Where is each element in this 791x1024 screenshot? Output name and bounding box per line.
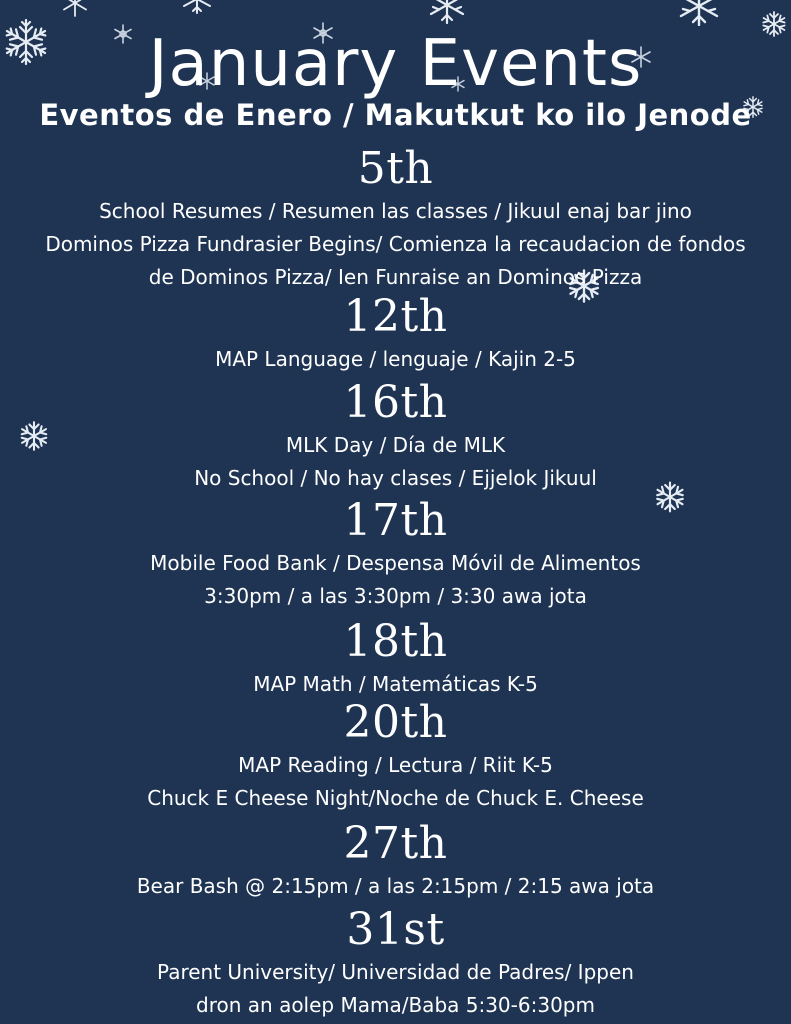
- event-16th: [0, 377, 791, 495]
- event-date: 5th: [357, 143, 434, 194]
- event-line: No School / No hay clases / Ejjelok Jikuul: [194, 466, 597, 490]
- event-line: Parent University/ Universidad de Padres/ Ippen: [157, 960, 634, 984]
- event-line: de Dominos Pizza/ Ien Funraise an Dominos Pizza: [148, 265, 643, 289]
- event-line: MAP Math / Matemáticas K-5: [253, 672, 538, 696]
- event-date: 27th: [343, 818, 448, 869]
- event-date: 17th: [343, 495, 448, 546]
- snowflake-icon: [178, 0, 216, 14]
- event-18th: [0, 616, 791, 701]
- event-17th: [0, 495, 791, 613]
- event-date: 16th: [343, 377, 448, 428]
- snowflake-icon: [424, 0, 470, 24]
- event-line: Mobile Food Bank / Despensa Móvil de Alimentos: [150, 551, 641, 575]
- event-line: MAP Reading / Lectura / Riit K-5: [238, 753, 553, 777]
- event-date: 18th: [343, 616, 448, 667]
- event-12th: [0, 291, 791, 376]
- snowflake-icon: [672, 0, 726, 26]
- event-line: MLK Day / Día de MLK: [285, 433, 506, 457]
- event-line: Bear Bash @ 2:15pm / a las 2:15pm / 2:15 awa jota: [136, 874, 655, 898]
- event-line: School Resumes / Resumen las classes / Jikuul enaj bar jino: [99, 199, 692, 223]
- event-date: 12th: [343, 291, 448, 342]
- event-line: MAP Language / lenguaje / Kajin 2-5: [215, 347, 576, 371]
- event-line: Chuck E Cheese Night/Noche de Chuck E. Cheese: [147, 786, 644, 810]
- event-date: 31st: [346, 904, 445, 955]
- event-line: 3:30pm / a las 3:30pm / 3:30 awa jota: [204, 584, 587, 608]
- event-line: Dominos Pizza Fundrasier Begins/ Comienza la recaudacion de fondos: [45, 232, 746, 256]
- snowflake-icon: [60, 0, 90, 18]
- event-date: 20th: [343, 697, 448, 748]
- page-title: January Events: [148, 27, 643, 101]
- event-line: dron an aolep Mama/Baba 5:30-6:30pm: [196, 993, 595, 1017]
- event-20th: [0, 697, 791, 815]
- event-31st: [0, 904, 791, 1022]
- event-27th: [0, 818, 791, 903]
- event-5th: [0, 143, 791, 294]
- page-subtitle: Eventos de Enero / Makutkut ko ilo Jenode: [39, 98, 752, 132]
